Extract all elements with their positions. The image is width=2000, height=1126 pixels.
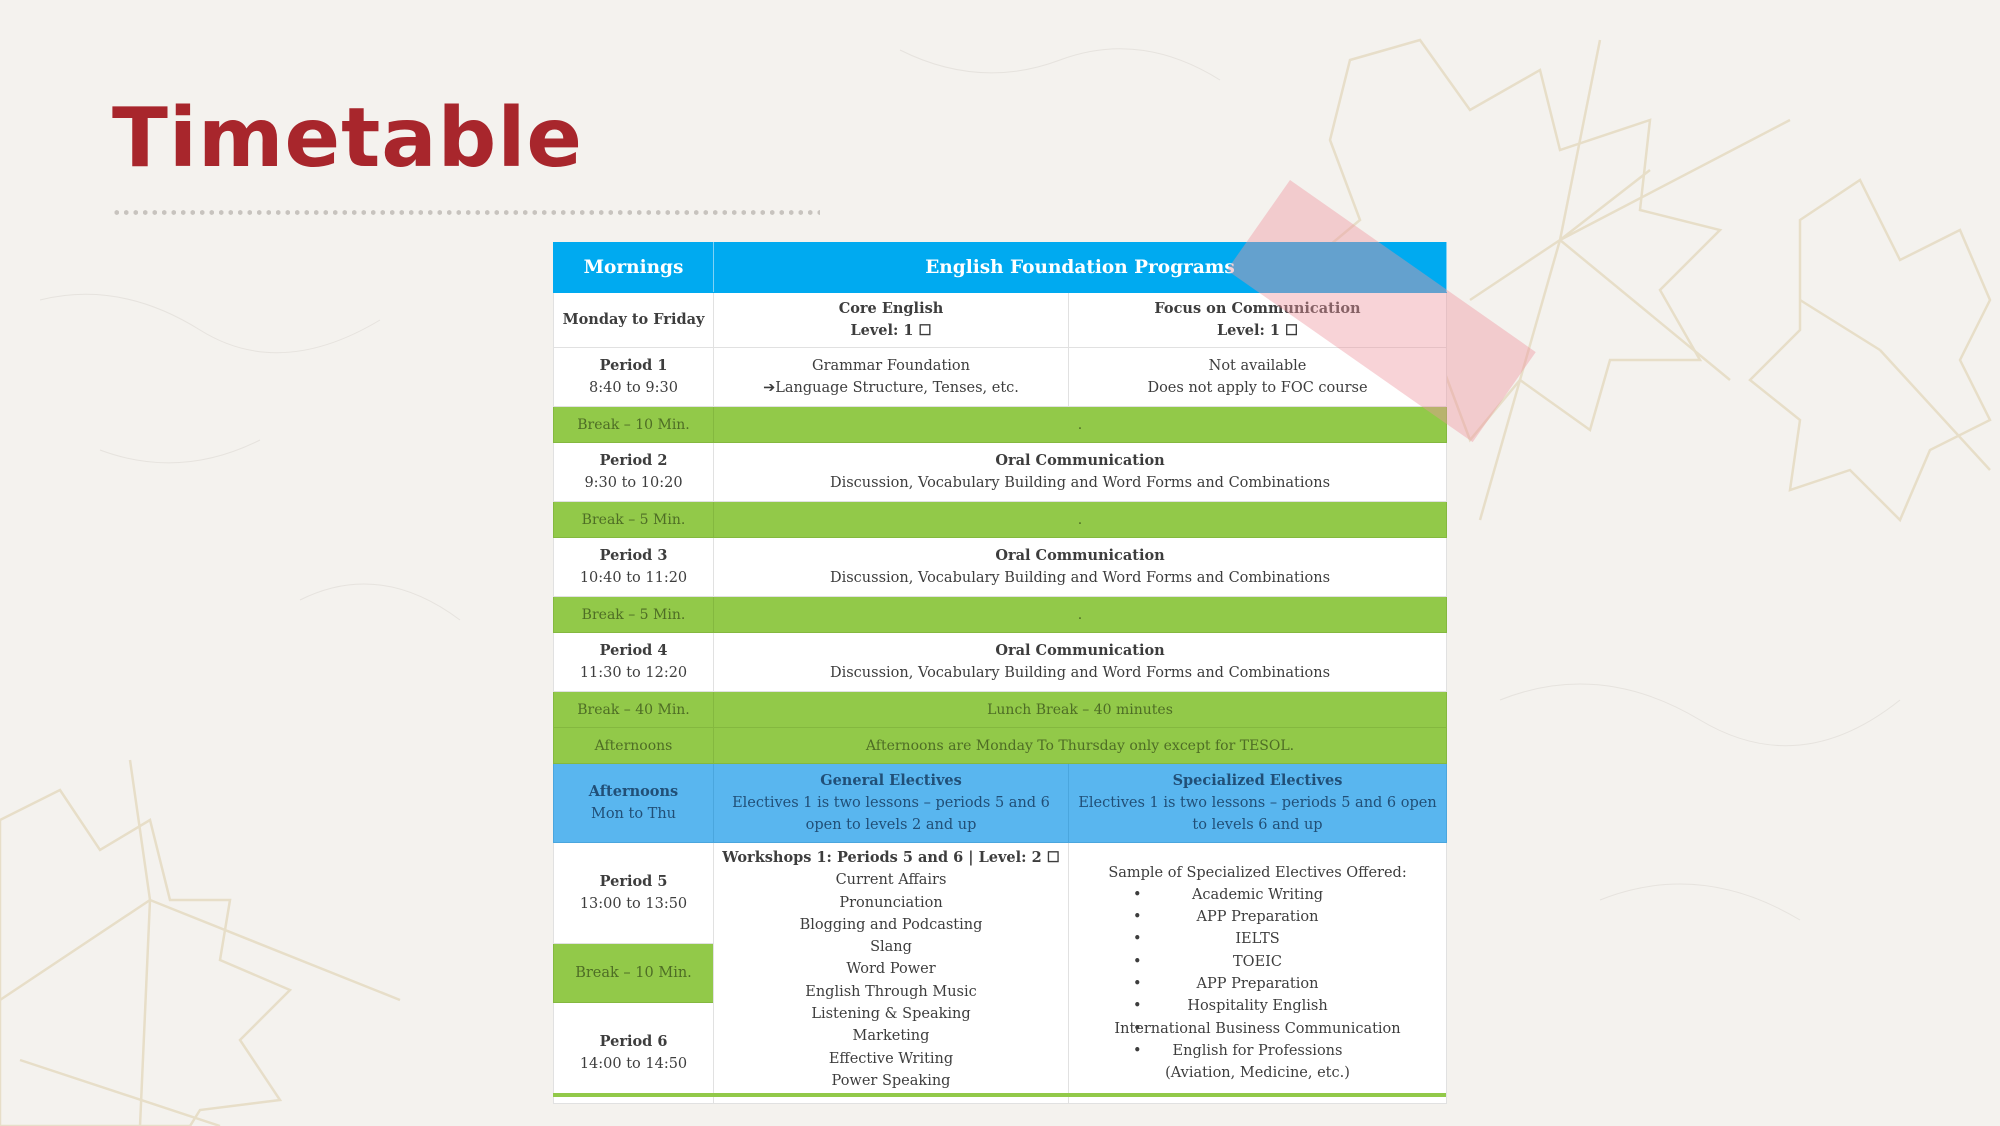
page-title: Timetable xyxy=(112,91,584,186)
list-item: • International Business Communication xyxy=(1075,1018,1440,1040)
afternoons-header-row xyxy=(554,764,1447,843)
period-5-row xyxy=(554,843,1447,944)
list-item: • Hospitality English xyxy=(1075,995,1440,1017)
workshop-item: Blogging and Podcasting xyxy=(799,916,983,933)
afternoons-subtitle: Mon to Thu xyxy=(590,806,677,822)
afternoons-label xyxy=(554,764,714,843)
break-4-label: Break – 10 Min. xyxy=(554,944,714,1003)
period-1-core-line2: ➔Language Structure, Tenses, etc. xyxy=(763,380,1019,396)
afternoons-note-label: Afternoons xyxy=(554,728,714,764)
period-2-time: 9:30 to 10:20 xyxy=(584,475,683,491)
period-3-name: Period 3 xyxy=(599,547,668,564)
period-5-label xyxy=(554,843,714,944)
lunch-label: Break – 40 Min. xyxy=(554,692,714,728)
break-1-label: Break – 10 Min. xyxy=(554,407,714,443)
period-2-name: Period 2 xyxy=(599,452,668,469)
break-1-content: . xyxy=(714,407,1447,443)
period-1-name: Period 1 xyxy=(599,357,668,374)
period-1-core xyxy=(714,348,1069,407)
days-label: Monday to Friday xyxy=(554,293,714,348)
period-3-title: Oral Communication xyxy=(995,547,1165,564)
workshop-item: Effective Writing xyxy=(828,1050,954,1067)
workshops-title: Workshops 1: Periods 5 and 6 | Level: 2 ☐ xyxy=(722,849,1060,866)
break-2-label: Break – 5 Min. xyxy=(554,502,714,538)
afternoons-note-content: Afternoons are Monday To Thursday only except for TESOL. xyxy=(714,728,1447,764)
period-3-time: 10:40 to 11:20 xyxy=(579,570,688,586)
period-2-content xyxy=(714,443,1447,502)
workshop-item: Slang xyxy=(870,939,912,956)
period-1-label xyxy=(554,348,714,407)
period-4-name: Period 4 xyxy=(599,642,668,659)
general-electives-title: General Electives xyxy=(820,772,962,789)
workshop-item: Marketing xyxy=(852,1028,930,1045)
core-english-level: Level: 1 ☐ xyxy=(850,322,932,339)
period-6-label xyxy=(554,1003,714,1104)
core-english-title: Core English xyxy=(838,300,944,317)
workshop-item: English Through Music xyxy=(805,983,977,1000)
lunch-row xyxy=(554,692,1447,728)
specialized-list-title: Sample of Specialized Electives Offered: xyxy=(1108,864,1407,881)
specialized-list xyxy=(1075,884,1440,1062)
period-1-foc-line1: Not available xyxy=(1208,358,1307,374)
period-5-time: 13:00 to 13:50 xyxy=(579,896,688,912)
break-2-content: . xyxy=(714,502,1447,538)
period-4-desc: Discussion, Vocabulary Building and Word Forms and Combinations xyxy=(829,665,1331,681)
foc-level: Level: 1 ☐ xyxy=(1216,322,1299,339)
list-item: • TOEIC xyxy=(1075,951,1440,973)
leaf-outline-right xyxy=(1750,180,1990,520)
list-item: • Academic Writing xyxy=(1075,884,1440,906)
workshop-item: Current Affairs xyxy=(835,872,947,889)
lunch-content: Lunch Break – 40 minutes xyxy=(714,692,1447,728)
workshop-item: Power Speaking xyxy=(831,1072,951,1089)
workshop-item: Pronunciation xyxy=(839,894,943,911)
period-4-label xyxy=(554,633,714,692)
period-3-content xyxy=(714,538,1447,597)
specialized-last-note: (Aviation, Medicine, etc.) xyxy=(1165,1065,1350,1082)
period-1-foc-line2: Does not apply to FOC course xyxy=(1147,380,1368,396)
period-1-row xyxy=(554,348,1447,407)
core-english-heading xyxy=(714,293,1069,348)
break-1-row xyxy=(554,407,1447,443)
break-3-row xyxy=(554,597,1447,633)
dotted-divider xyxy=(112,210,820,215)
afternoons-title: Afternoons xyxy=(588,783,679,800)
timetable xyxy=(553,242,1447,1104)
header-mornings: Mornings xyxy=(554,243,714,293)
period-3-row xyxy=(554,538,1447,597)
list-item: • English for Professions xyxy=(1075,1040,1440,1062)
break-3-content: . xyxy=(714,597,1447,633)
period-4-row xyxy=(554,633,1447,692)
general-electives-desc: Electives 1 is two lessons – periods 5 and 6 open to levels 2 and up xyxy=(732,795,1050,833)
list-item: • APP Preparation xyxy=(1075,906,1440,928)
break-3-label: Break – 5 Min. xyxy=(554,597,714,633)
general-electives-heading xyxy=(714,764,1069,843)
afternoons-note-row xyxy=(554,728,1447,764)
period-2-row xyxy=(554,443,1447,502)
period-2-title: Oral Communication xyxy=(995,452,1165,469)
workshops-cell xyxy=(714,843,1069,1104)
period-2-label xyxy=(554,443,714,502)
list-item: • IELTS xyxy=(1075,928,1440,950)
period-2-desc: Discussion, Vocabulary Building and Word Forms and Combinations xyxy=(829,475,1331,491)
header-programs: English Foundation Programs xyxy=(714,243,1447,293)
specialized-electives-title: Specialized Electives xyxy=(1172,772,1343,789)
specialized-list-cell xyxy=(1069,843,1447,1104)
period-4-title: Oral Communication xyxy=(995,642,1165,659)
period-1-time: 8:40 to 9:30 xyxy=(589,380,678,396)
list-item: • APP Preparation xyxy=(1075,973,1440,995)
period-5-name: Period 5 xyxy=(599,873,668,890)
foc-title: Focus on Communication xyxy=(1154,300,1361,317)
specialized-electives-desc: Electives 1 is two lessons – periods 5 and 6 open to levels 6 and up xyxy=(1078,795,1437,833)
specialized-electives-heading xyxy=(1069,764,1447,843)
period-4-time: 11:30 to 12:20 xyxy=(579,665,688,681)
period-3-desc: Discussion, Vocabulary Building and Word Forms and Combinations xyxy=(829,570,1331,586)
period-6-time: 14:00 to 14:50 xyxy=(579,1056,688,1072)
leaf-outline-bottom-left xyxy=(0,790,290,1126)
workshop-item: Listening & Speaking xyxy=(811,1006,971,1023)
workshop-item: Word Power xyxy=(846,961,936,978)
period-1-core-line1: Grammar Foundation xyxy=(812,358,970,374)
period-6-name: Period 6 xyxy=(599,1033,668,1050)
table-bottom-bar xyxy=(553,1093,1446,1097)
period-3-label xyxy=(554,538,714,597)
period-4-content xyxy=(714,633,1447,692)
break-2-row xyxy=(554,502,1447,538)
